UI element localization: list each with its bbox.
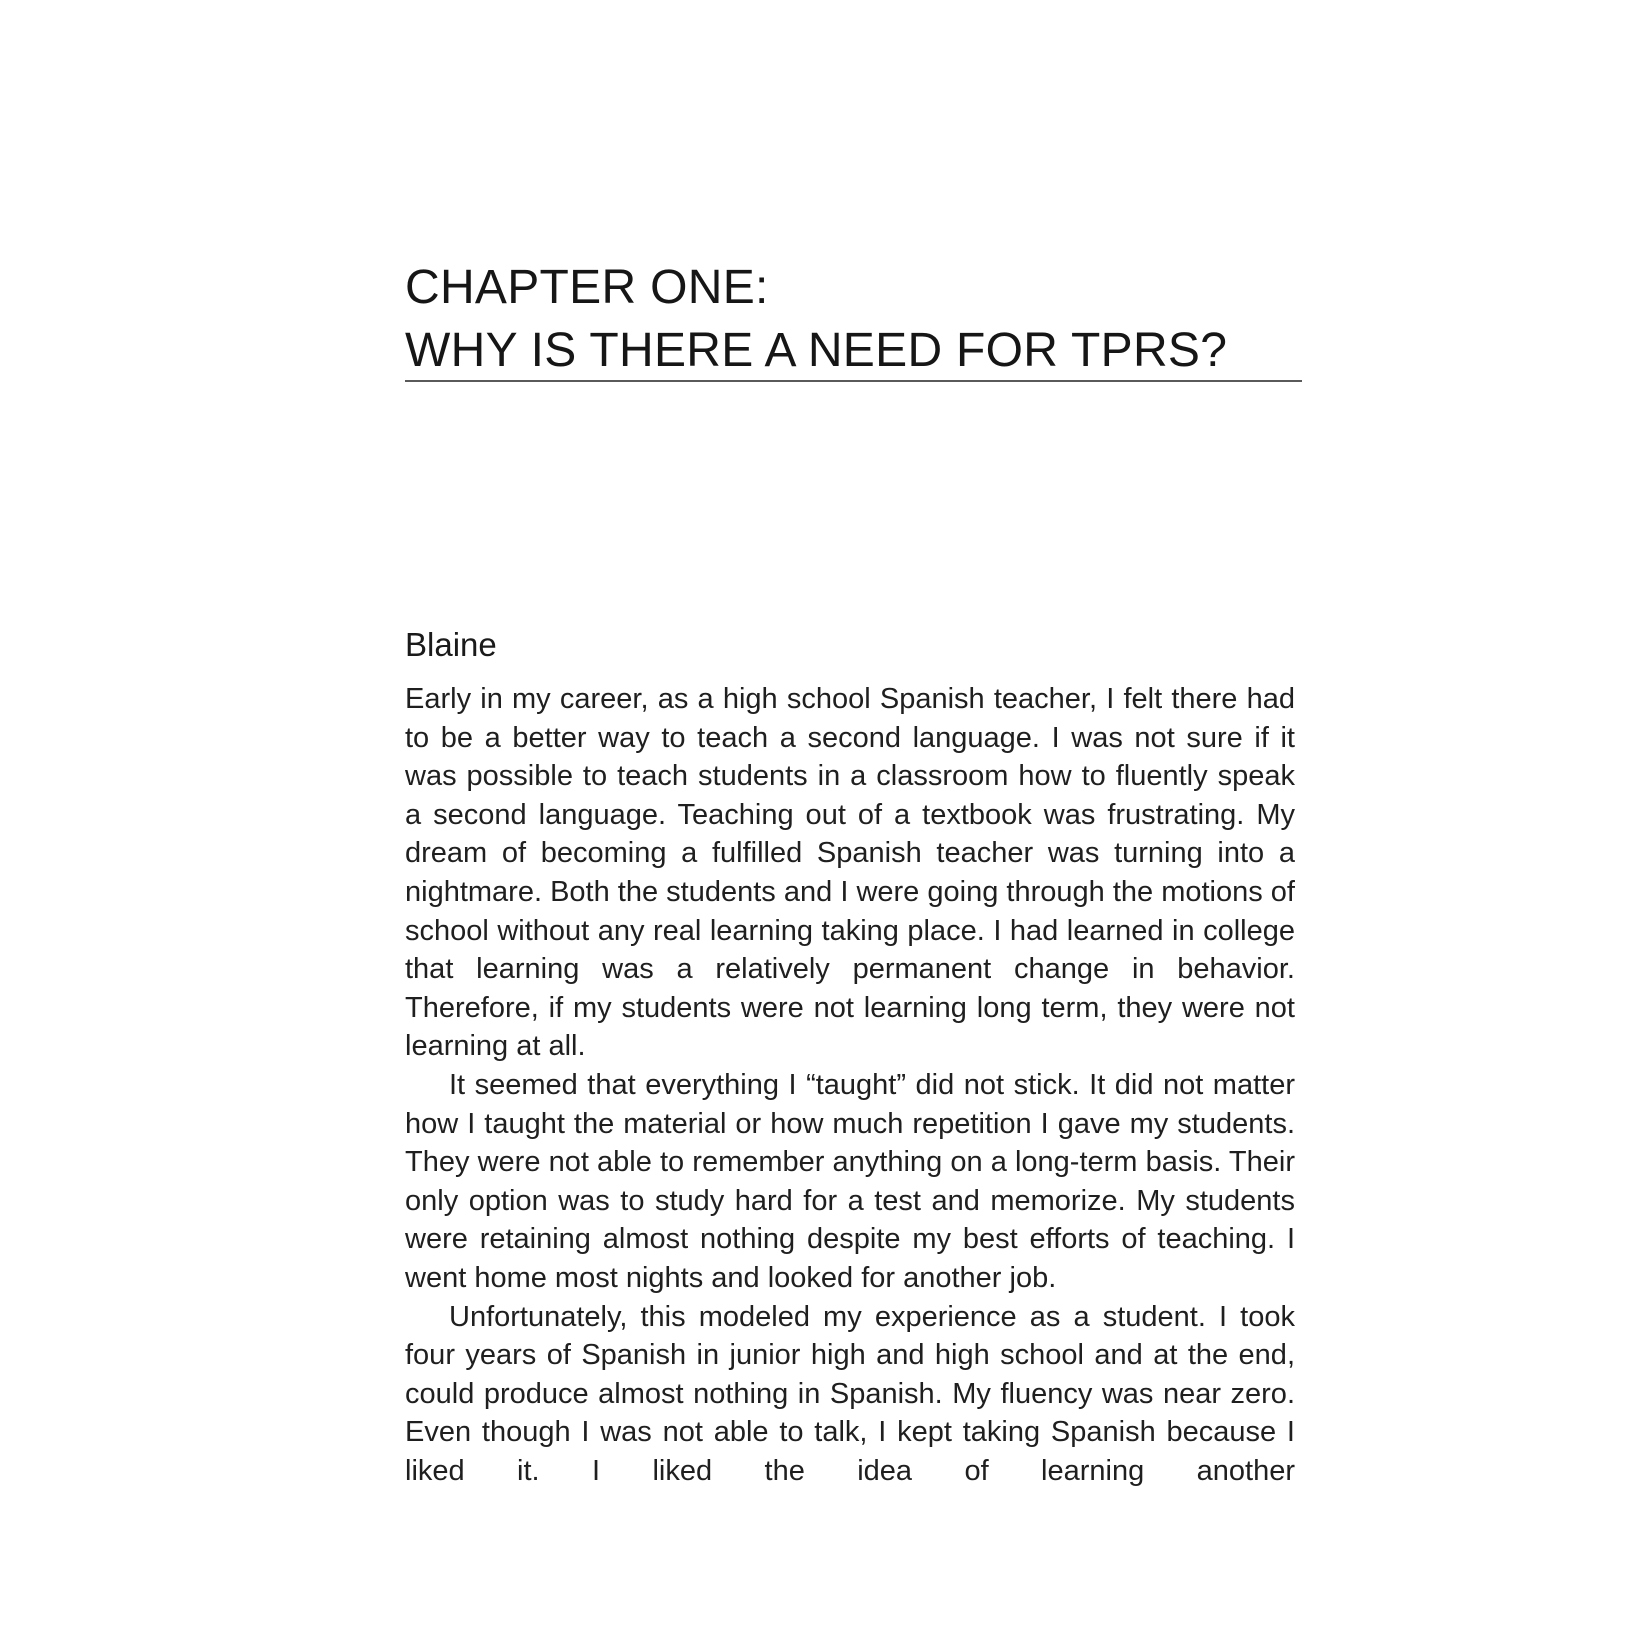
- section-heading: Blaine: [405, 626, 497, 663]
- chapter-title: WHY IS THERE A NEED FOR TPRS?: [405, 324, 1228, 377]
- body-text: [405, 680, 1295, 1490]
- heading-underline: [405, 380, 1302, 382]
- paragraph: Unfortunately, this modeled my experience as a student. I took four years of Spanish in junior high and high school and at the end, could produce almost nothing in Spanish. My fluency was near zero. Even though I was not able to talk, I kept taking Spanish because I liked it. I liked the idea of learning another: [405, 1300, 1295, 1487]
- paragraph: Early in my career, as a high school Spanish teacher, I felt there had to be a better way to teach a second language. I was not sure if it was possible to teach students in a classroom how to fluently speak a second language. Teaching out of a textbook was frustrating. My dream of becoming a fulfilled Spanish teacher was turning into a nightmare. Both the students and I were going through the motions of school without any real learning taking place. I had learned in college that learning was a relatively permanent change in behavior. Therefore, if my students were not learning long term, they were not learning at all.: [405, 683, 1295, 1063]
- chapter-number: CHAPTER ONE:: [405, 261, 769, 314]
- paragraph: It seemed that everything I “taught” did not stick. It did not matter how I taught the material or how much repetition I gave my students. They were not able to remember anything on a long-term basis. Their only option was to study hard for a test and memorize. My students were retaining almost nothing despite my best efforts of teaching. I went home most nights and looked for another job.: [405, 1068, 1295, 1294]
- chapter-heading: [405, 256, 1305, 382]
